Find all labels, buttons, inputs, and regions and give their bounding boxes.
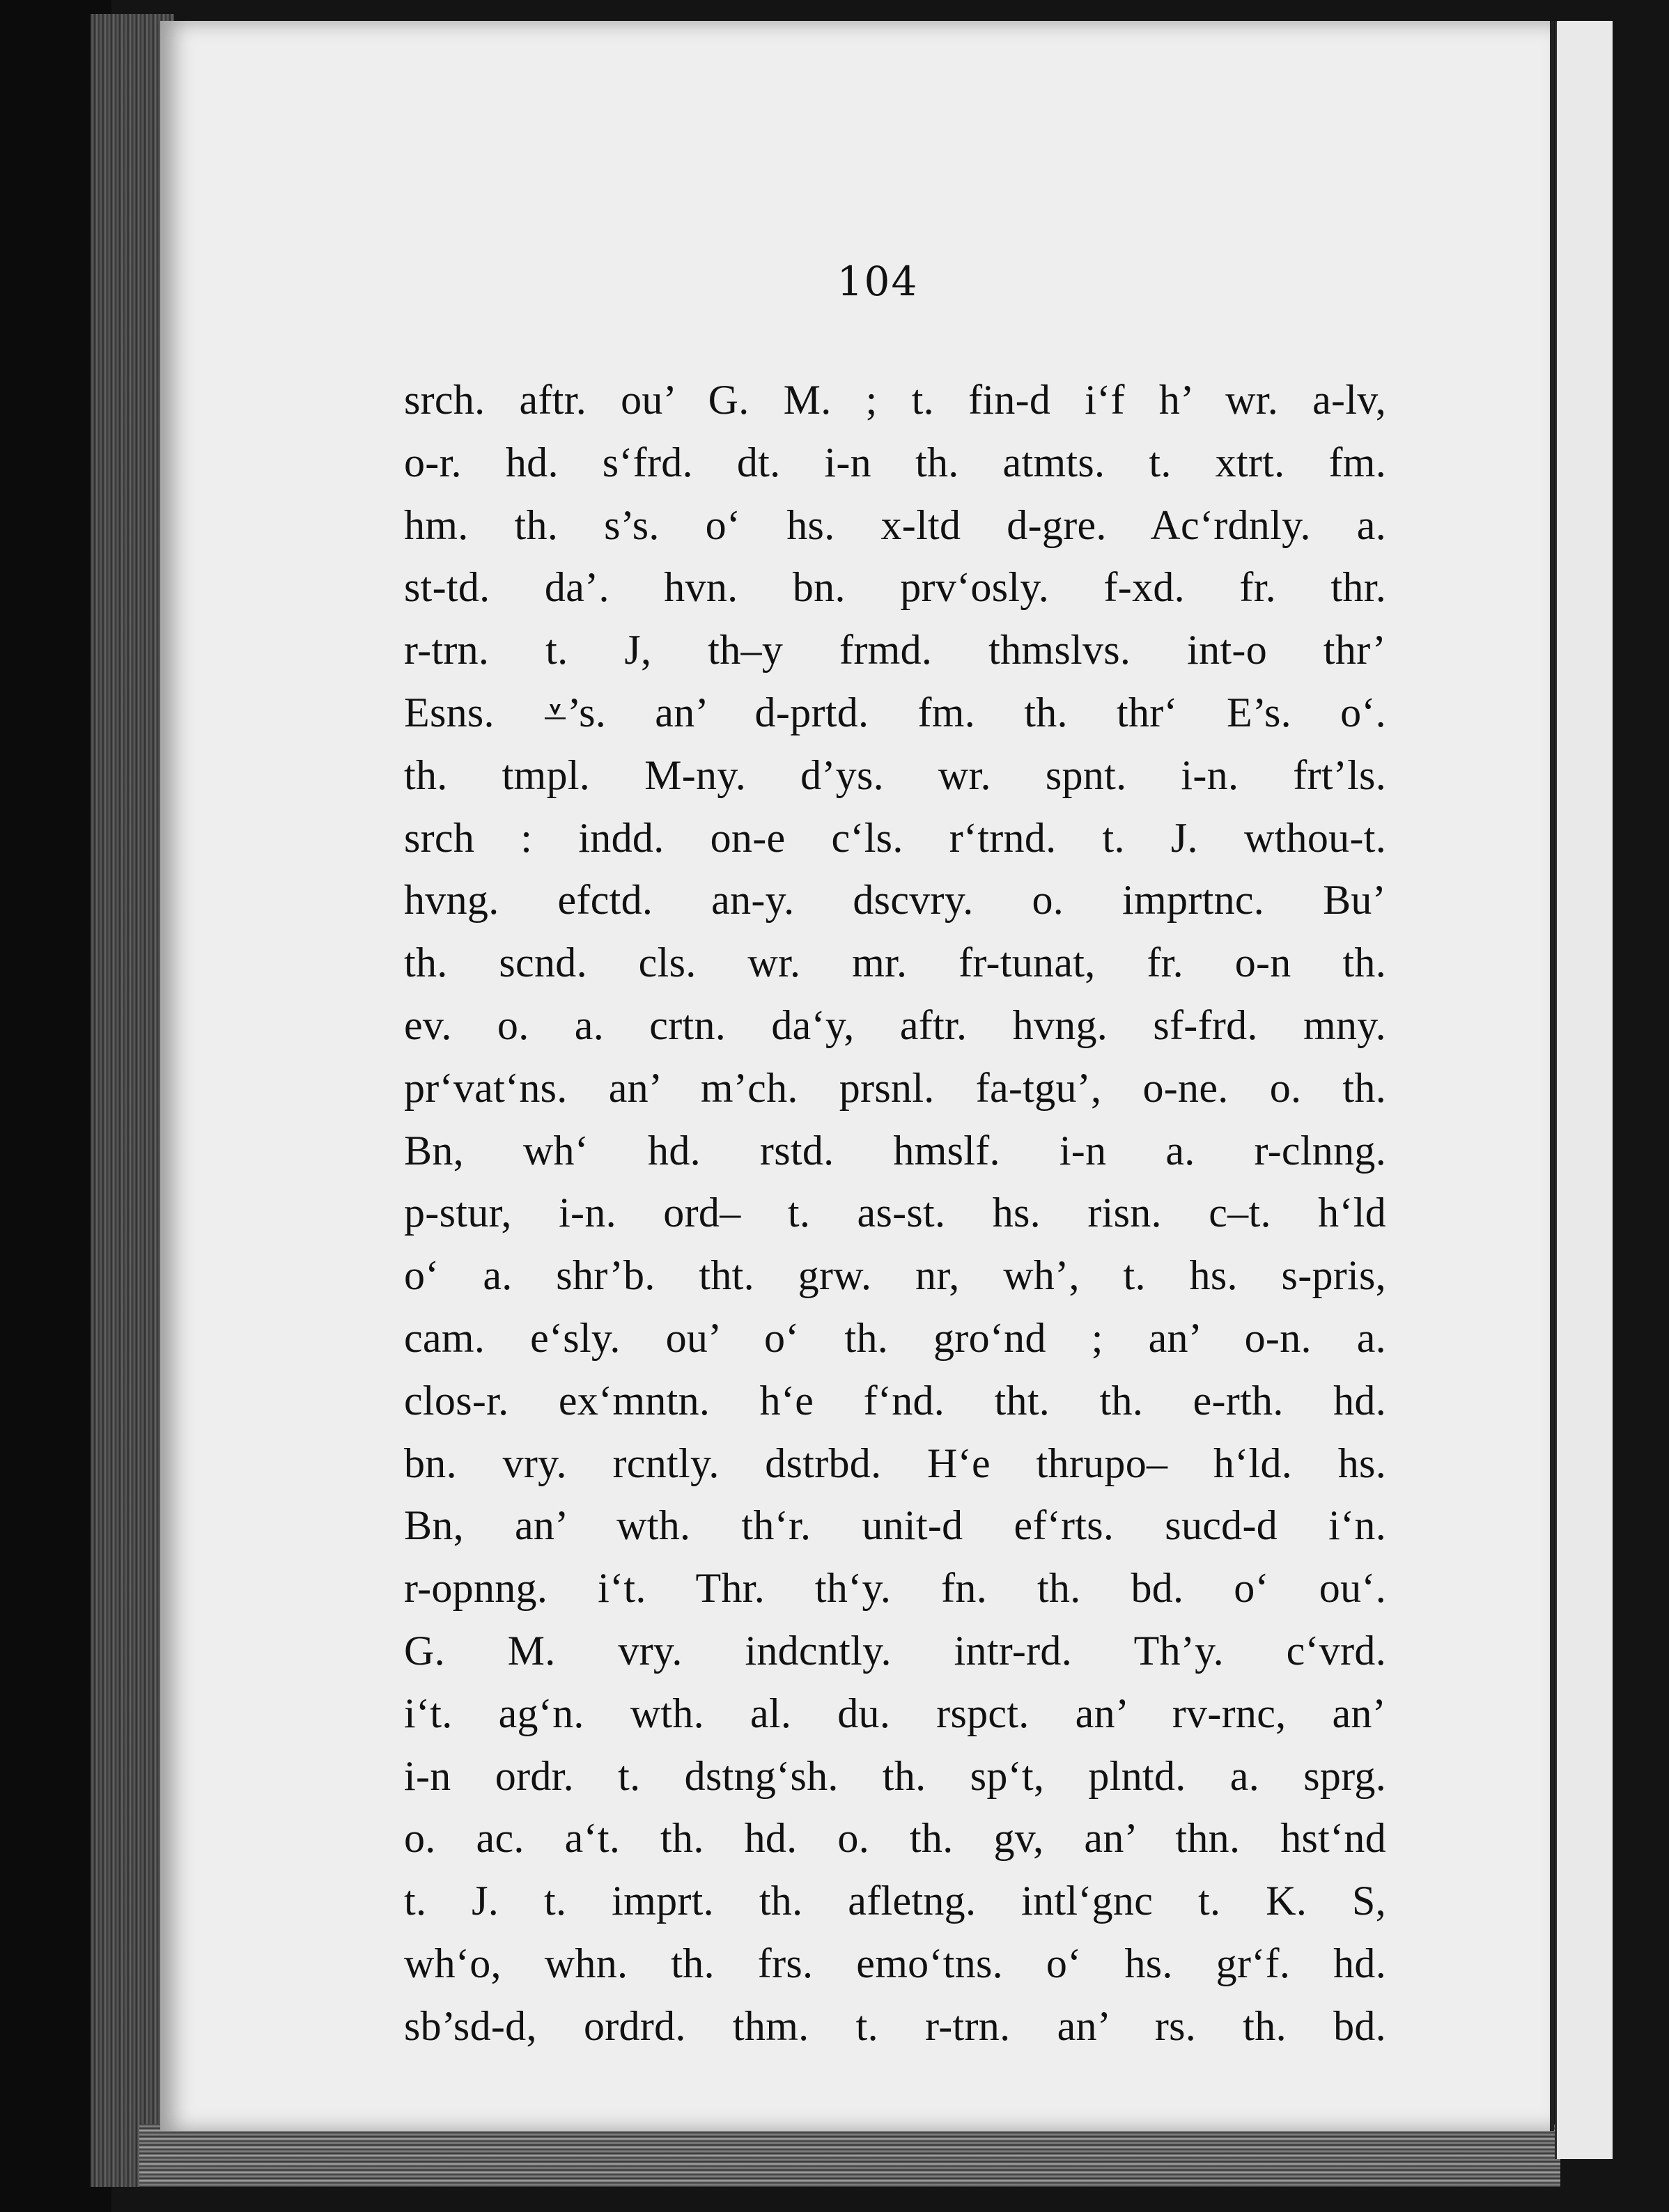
- text-line: hvng. efctd. an-y. dscvry. o. imprtnc. Bu’: [404, 877, 1386, 924]
- text-line: i-n ordr. t. dstng‘sh. th. sp‘t, plntd. a. sprg.: [404, 1752, 1386, 1799]
- text-line: o-r. hd. s‘frd. dt. i-n th. atmts. t. xtrt. fm.: [404, 439, 1386, 485]
- book-page-edges-bottom: [139, 2124, 1560, 2187]
- text-line: o. ac. a‘t. th. hd. o. th. gv, an’ thn. hst‘nd: [404, 1815, 1386, 1862]
- text-line: G. M. vry. indcntly. intr-rd. Th’y. c‘vrd.: [404, 1627, 1386, 1674]
- text-line: pr‘vat‘ns. an’ m’ch. prsnl. fa-tgu’, o-ne. o. th.: [404, 1064, 1386, 1111]
- text-line: th. tmpl. M-ny. d’ys. wr. spnt. i-n. frt’ls.: [404, 751, 1386, 798]
- text-line: ev. o. a. crtn. da‘y, aftr. hvng. sf-frd. mny.: [404, 1002, 1386, 1048]
- text-line: Bn, an’ wth. th‘r. unit-d ef‘rts. sucd-d i‘n.: [404, 1502, 1386, 1549]
- text-line: srch. aftr. ou’ G. M. ; t. fin-d i‘f h’ wr. a-lv,: [404, 377, 1386, 423]
- text-line: cam. e‘sly. ou’ o‘ th. gro‘nd ; an’ o-n. a.: [404, 1314, 1386, 1361]
- text-line: p-stur, i-n. ord– t. as-st. hs. risn. c–t. h‘ld: [404, 1190, 1386, 1236]
- text-line: r-opnng. i‘t. Thr. th‘y. fn. th. bd. o‘ ou‘.: [404, 1565, 1386, 1612]
- text-line: hm. th. s’s. o‘ hs. x-ltd d-gre. Ac‘rdnly. a.: [404, 501, 1386, 548]
- text-line: wh‘o, whn. th. frs. emo‘tns. o‘ hs. gr‘f. hd.: [404, 1940, 1386, 1986]
- text-line: r-trn. t. J, th–y frmd. thmslvs. int-o thr’: [404, 627, 1386, 673]
- text-line: th. scnd. cls. wr. mr. fr-tunat, fr. o-n th.: [404, 940, 1386, 986]
- page-number: 104: [837, 258, 919, 305]
- text-line: bn. vry. rcntly. dstrbd. H‘e thrupo– h‘ld. hs.: [404, 1440, 1386, 1486]
- text-line: st-td. da’. hvn. bn. prv‘osly. f-xd. fr. thr.: [404, 564, 1386, 611]
- body-text: [404, 369, 1386, 2058]
- text-line: srch : indd. on-e c‘ls. r‘trnd. t. J. wthou-t.: [404, 814, 1386, 861]
- text-line: t. J. t. imprt. th. afletng. intl‘gnc t. K. S,: [404, 1878, 1386, 1924]
- text-line: Esns. ⩡’s. an’ d-prtd. fm. th. thr‘ E’s. o‘.: [404, 689, 1386, 735]
- facing-page-edge: [1555, 21, 1613, 2159]
- text-line: sb’sd-d, ordrd. thm. t. r-trn. an’ rs. th. bd.: [404, 2002, 1386, 2049]
- text-line: o‘ a. shr’b. tht. grw. nr, wh’, t. hs. s-pris,: [404, 1252, 1386, 1299]
- text-line: i‘t. ag‘n. wth. al. du. rspct. an’ rv-rnc, an’: [404, 1690, 1386, 1736]
- text-line: Bn, wh‘ hd. rstd. hmslf. i-n a. r-clnng.: [404, 1127, 1386, 1174]
- page-gutter: [1550, 21, 1554, 2131]
- text-line: clos-r. ex‘mntn. h‘e f‘nd. tht. th. e-rth. hd.: [404, 1377, 1386, 1424]
